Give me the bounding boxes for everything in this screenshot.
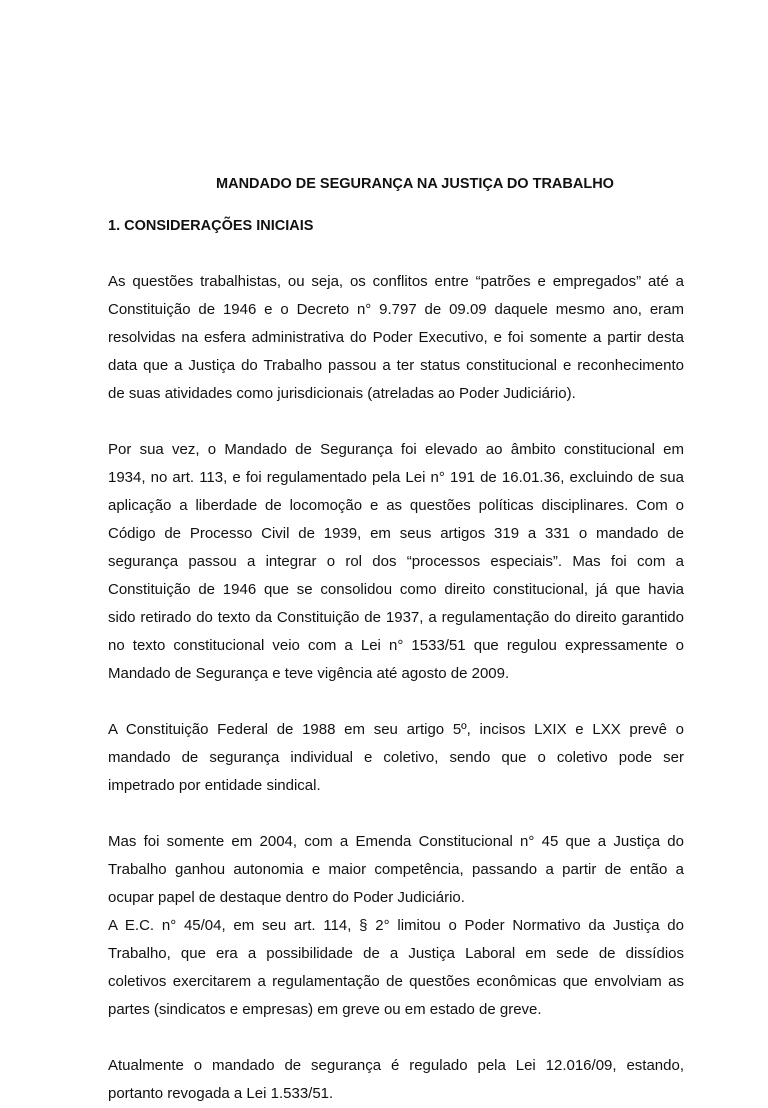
text-line: ocupar papel de destaque dentro do Poder Judiciário. [108,889,465,906]
document-page [108,170,684,1108]
paragraph [108,436,684,688]
text-line: data que a Justiça do Trabalho passou a ter status constitucional e reconhecimento [108,357,684,374]
text-line: portanto revogada a Lei 1.533/51. [108,1085,334,1102]
text-line: As questões trabalhistas, ou seja, os conflitos entre “patrões e empregados” até a [108,273,684,290]
text-line: Atualmente o mandado de segurança é regulado pela Lei 12.016/09, estando, [108,1057,684,1074]
text-line: Código de Processo Civil de 1939, em seus artigos 319 a 331 o mandado de [108,525,684,542]
text-line: mandado de segurança individual e coletivo, sendo que o coletivo pode ser [108,749,684,766]
text-line: Por sua vez, o Mandado de Segurança foi elevado ao âmbito constitucional em [108,441,684,458]
document-title: MANDADO DE SEGURANÇA NA JUSTIÇA DO TRABALHO [216,176,614,192]
text-line: Constituição de 1946 que se consolidou como direito constitucional, já que havia [108,581,684,598]
text-line: A Constituição Federal de 1988 em seu artigo 5º, incisos LXIX e LXX prevê o [108,721,684,738]
text-line: Trabalho ganhou autonomia e maior competência, passando a partir de então a [108,861,684,878]
text-line: impetrado por entidade sindical. [108,777,321,794]
text-line: segurança passou a integrar o rol dos “processos especiais”. Mas foi com a [108,553,684,570]
text-line: 1934, no art. 113, e foi regulamentado pela Lei n° 191 de 16.01.36, excluindo de sua [108,469,684,486]
paragraph [108,268,684,408]
paragraph [108,912,684,1024]
text-line: partes (sindicatos e empresas) em greve ou em estado de greve. [108,1001,542,1018]
paragraph [108,1052,684,1108]
section-heading: 1. CONSIDERAÇÕES INICIAIS [108,218,314,234]
paragraph [108,716,684,800]
text-line: no texto constitucional veio com a Lei n° 1533/51 que regulou expressamente o [108,637,684,654]
text-line: resolvidas na esfera administrativa do Poder Executivo, e foi somente a partir desta [108,329,684,346]
text-line: A E.C. n° 45/04, em seu art. 114, § 2° limitou o Poder Normativo da Justiça do [108,917,684,934]
text-line: Trabalho, que era a possibilidade de a Justiça Laboral em sede de dissídios [108,945,684,962]
text-line: sido retirado do texto da Constituição de 1937, a regulamentação do direito garantido [108,609,684,626]
text-line: Constituição de 1946 e o Decreto n° 9.797 de 09.09 daquele mesmo ano, eram [108,301,684,318]
text-line: Mas foi somente em 2004, com a Emenda Constitucional n° 45 que a Justiça do [108,833,684,850]
document-body [108,268,684,1108]
text-line: coletivos exercitarem a regulamentação de questões econômicas que envolviam as [108,973,684,990]
paragraph [108,828,684,912]
text-line: aplicação a liberdade de locomoção e as questões políticas disciplinares. Com o [108,497,684,514]
text-line: de suas atividades como jurisdicionais (atreladas ao Poder Judiciário). [108,385,576,402]
text-line: Mandado de Segurança e teve vigência até agosto de 2009. [108,665,510,682]
